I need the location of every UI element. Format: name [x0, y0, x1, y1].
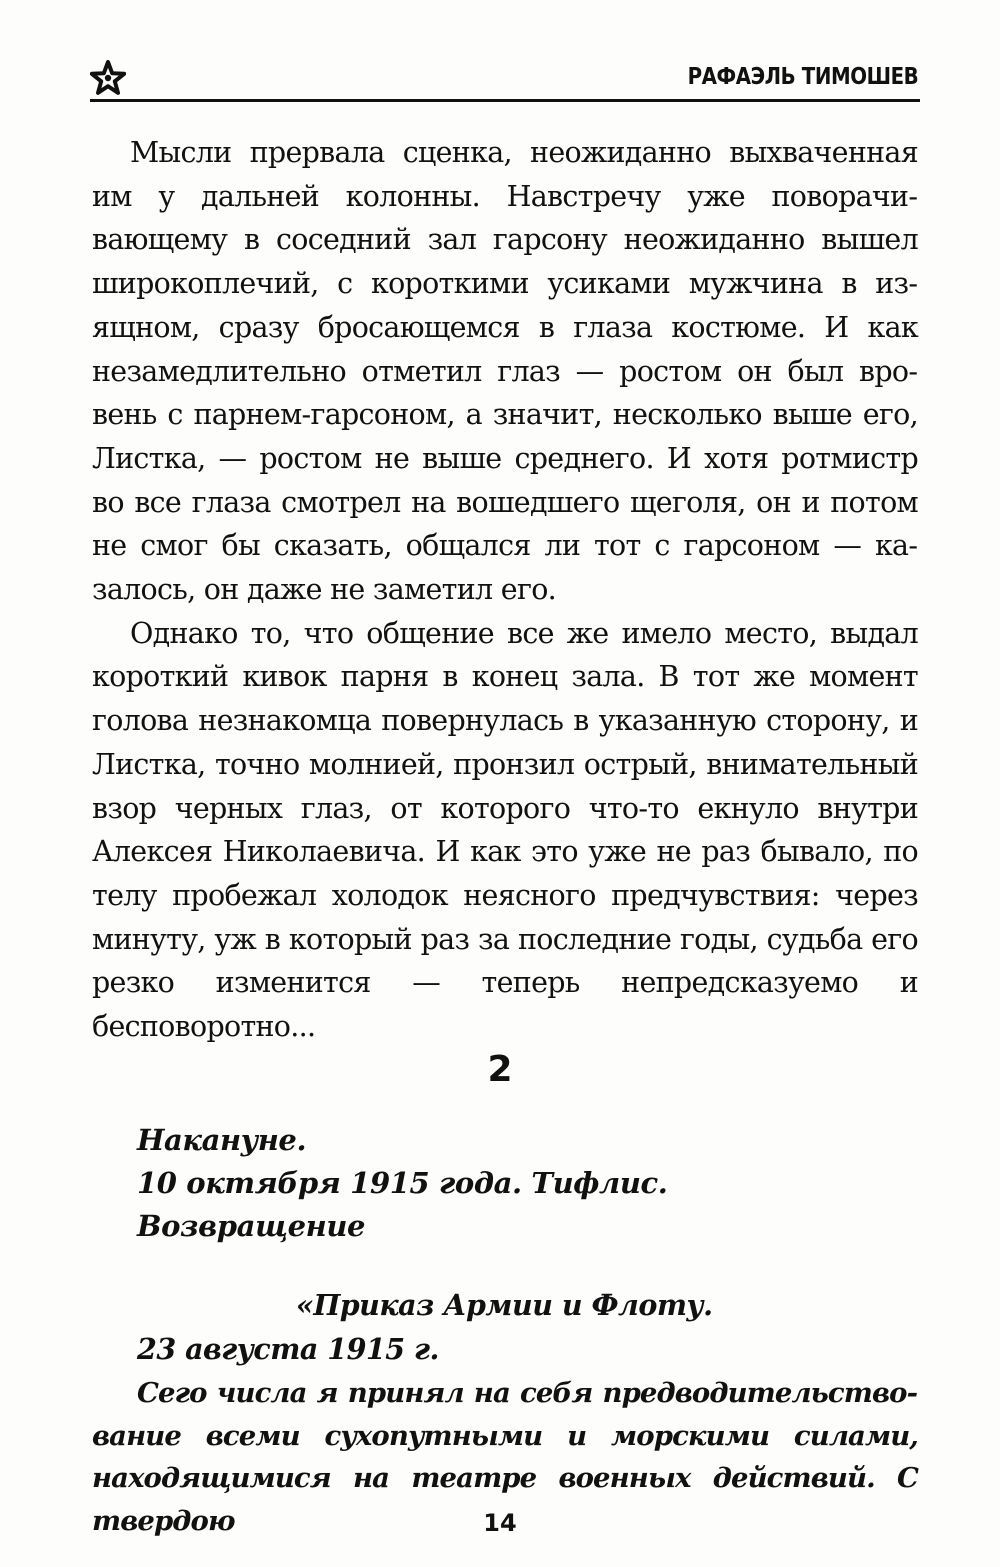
- page-number: 14: [483, 1509, 517, 1537]
- paragraph: Мысли прервала сценка, неожиданно выхваченная им у дальней колонны. Навстречу уже поворачивающему в соседний зал гарсону неожиданно вышел широкоплечий, с короткими усиками мужчина в изящном, сразу бросающемся в глаза костюме. И как незамедлительно отметил глаз — ростом он был вровень с парнем-гарсоном, а значит, несколько выше его, Листка, — ростом не выше среднего. И хотя ротмистр во все глаза смотрел на вошедшего щеголя, он и потом не смог бы сказать, общался ли тот с гарсоном — казалось, он даже не заметил его.: [92, 136, 918, 607]
- order-date: 23 августа 1915 г.: [137, 1332, 439, 1366]
- paragraph: Однако то, что общение все же имело место, выдал короткий кивок парня в конец зала. В тот же момент голова незнакомца повернулась в указанную сторону, и Листка, точно молнией, пронзил острый, внимательный взор черных глаз, от которого что-то екнуло внутри Алексея Николаевича. И как это уже не раз бывало, по телу пробежал холодок неясного предчувствия: через минуту, уж в который раз за последние годы, судьба его резко изменится — теперь непредсказуемо и бесповоротно...: [92, 616, 918, 1044]
- order-title: «Приказ Армии и Флоту.: [296, 1288, 713, 1322]
- chapter-number: 2: [487, 1049, 513, 1090]
- subhead-line: Накануне.: [137, 1123, 307, 1157]
- running-title: РАФАЭЛЬ ТИМОШЕВ: [687, 64, 918, 90]
- subhead-line: Возвращение: [137, 1209, 366, 1243]
- star-icon: [90, 60, 126, 96]
- chapter-subhead: [137, 1119, 897, 1248]
- subhead-line: 10 октября 1915 года. Тифлис.: [137, 1166, 668, 1200]
- order-paragraph: Сего числа я принял на себя предводительствование всеми сухопутными и морскими силами, находящимися на театре военных действий. С твердою: [92, 1377, 918, 1537]
- page-header: [90, 58, 920, 102]
- header-rule: [90, 99, 920, 102]
- body-text: [92, 131, 918, 1049]
